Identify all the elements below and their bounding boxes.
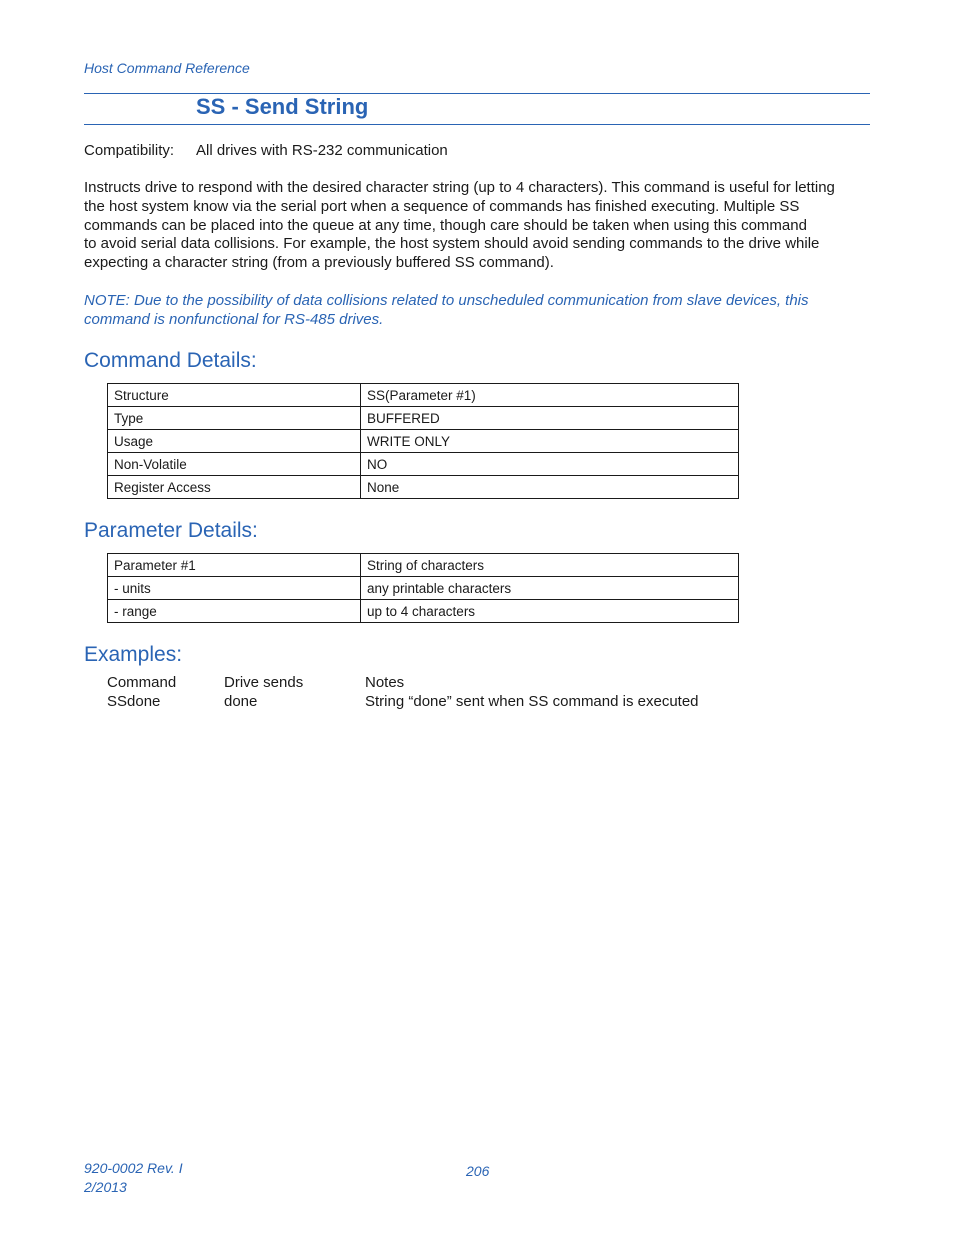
examples-header-drive-sends: Drive sends: [224, 674, 304, 691]
description-line: Instructs drive to respond with the desired character string (up to 4 characters). This command is useful for letting: [84, 179, 835, 196]
table-row: [108, 600, 739, 623]
page-title: SS - Send String: [196, 94, 369, 119]
note-line: command is nonfunctional for RS-485 drives.: [84, 311, 384, 328]
table-row: [108, 554, 739, 577]
table-row: [108, 407, 739, 430]
page-number: 206: [466, 1163, 490, 1179]
description-line: the host system know via the serial port when a sequence of commands has finished executing. Multiple SS: [84, 197, 800, 215]
examples-header-command: Command: [107, 674, 177, 691]
description-line: expecting a character string (from a previously buffered SS command).: [84, 254, 554, 272]
table-cell: Parameter #1: [108, 554, 361, 577]
table-cell: Non-Volatile: [108, 453, 361, 476]
compatibility-value: All drives with RS-232 communication: [196, 142, 448, 159]
table-cell: - range: [108, 600, 361, 623]
command-details-table: [107, 383, 739, 499]
table-row: [108, 476, 739, 499]
command-details-heading: Command Details:: [84, 349, 257, 372]
table-row: [108, 453, 739, 476]
title-rule-bottom: [84, 124, 870, 125]
table-cell: None: [361, 476, 739, 499]
table-cell: up to 4 characters: [361, 600, 739, 623]
table-cell: Usage: [108, 430, 361, 453]
footer-date: 2/2013: [84, 1179, 127, 1195]
note: [84, 291, 809, 329]
example-drive-sends: done: [224, 693, 258, 710]
table-cell: NO: [361, 453, 739, 476]
note-line: NOTE: Due to the possibility of data collisions related to unscheduled communication from slave devices, this: [84, 292, 809, 309]
table-cell: Structure: [108, 384, 361, 407]
table-cell: BUFFERED: [361, 407, 739, 430]
table-row: [108, 430, 739, 453]
table-cell: SS(Parameter #1): [361, 384, 739, 407]
example-notes: String “done” sent when SS command is executed: [365, 693, 699, 710]
description-line: commands can be placed into the queue at any time, though care should be taken when using this command: [84, 216, 807, 234]
table-cell: WRITE ONLY: [361, 430, 739, 453]
table-row: [108, 577, 739, 600]
table-cell: any printable characters: [361, 577, 739, 600]
compatibility-label: Compatibility:: [84, 142, 175, 159]
table-cell: Register Access: [108, 476, 361, 499]
table-cell: Type: [108, 407, 361, 430]
examples-heading: Examples:: [84, 643, 183, 666]
table-cell: String of characters: [361, 554, 739, 577]
table-row: [108, 384, 739, 407]
example-command: SSdone: [107, 693, 161, 710]
footer-doc-number: 920-0002 Rev. I: [84, 1160, 183, 1176]
description: [84, 179, 874, 273]
parameter-details-heading: Parameter Details:: [84, 519, 258, 542]
description-line: to avoid serial data collisions. For example, the host system should avoid sending commands to the drive while: [84, 235, 820, 253]
parameter-details-table: [107, 553, 739, 623]
table-cell: - units: [108, 577, 361, 600]
running-header: Host Command Reference: [84, 60, 250, 76]
examples-header-notes: Notes: [365, 674, 405, 691]
